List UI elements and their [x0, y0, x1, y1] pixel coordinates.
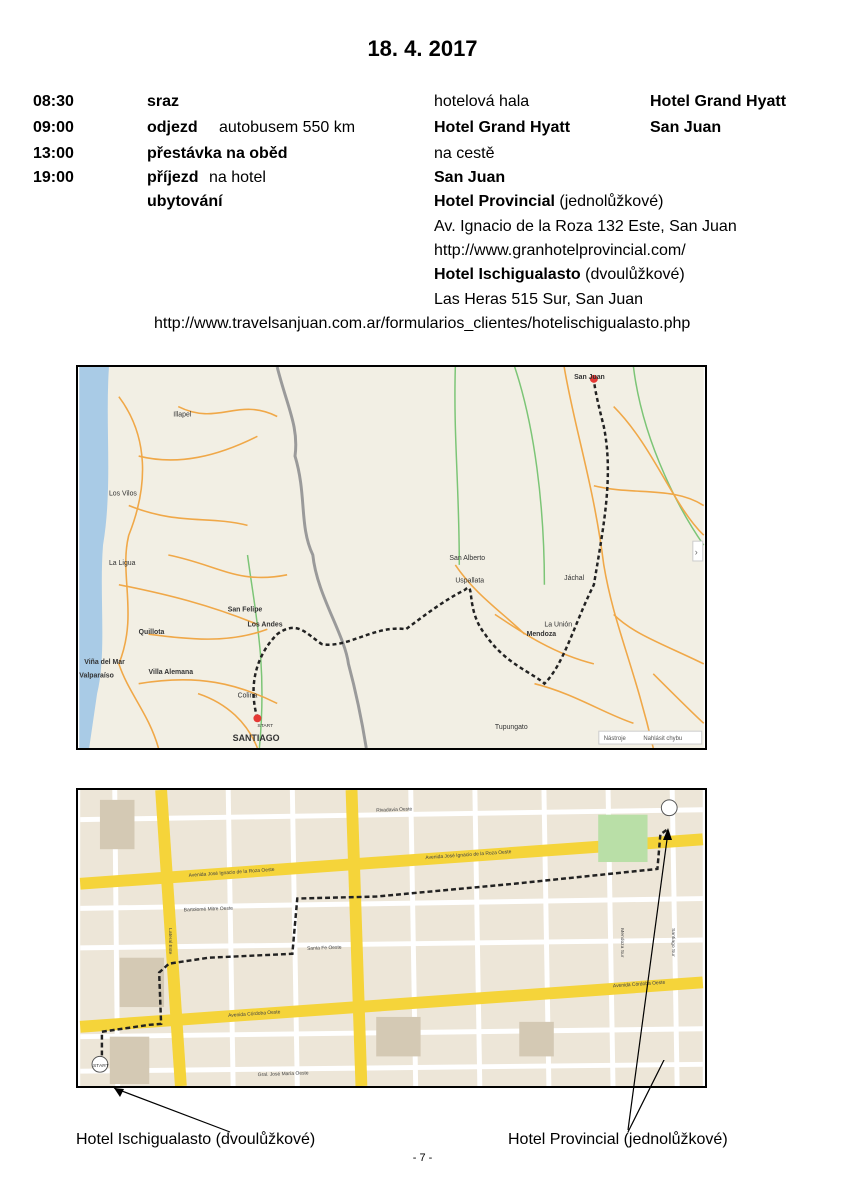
schedule-action: odjezd [147, 119, 198, 136]
page-number: - 7 - [412, 1152, 433, 1164]
map-report-button[interactable]: Nahlásit chybu [643, 736, 683, 743]
schedule-extra: Hotel Grand Hyatt [650, 93, 787, 110]
schedule-action: sraz [147, 93, 180, 110]
page-date: 18. 4. 2017 [367, 36, 478, 61]
map-label-colina: Colina [237, 692, 258, 700]
hotel2-name: Hotel Ischigualasto [434, 266, 581, 283]
map-label-santiago: SANTIAGO [232, 733, 280, 744]
street-label: Avenida José Ignacio de la Roza Oeste [188, 867, 275, 879]
street-label: Lateral Este [167, 928, 173, 955]
map-label-illapel: Illapel [173, 411, 192, 419]
accommodation-label: ubytování [147, 193, 223, 210]
schedule-extra: San Juan [650, 119, 722, 136]
map-label-quillota: Quillota [138, 629, 165, 637]
hotel1-address: Av. Ignacio de la Roza 132 Este, San Juan [434, 218, 737, 235]
street-label: Gral. José María Oeste [257, 1071, 309, 1079]
hotel1-url[interactable]: http://www.granhotelprovincial.com/ [434, 242, 686, 259]
schedule-action: přestávka na oběd [147, 145, 288, 162]
map-tools-button[interactable]: Nástroje [603, 736, 626, 743]
hotel1-name: Hotel Provincial [434, 193, 555, 210]
city-start-label: START [93, 1064, 109, 1070]
building [376, 1017, 420, 1056]
map-label-san-alberto: San Alberto [449, 554, 486, 562]
building [120, 958, 164, 1007]
caption-arrows [100, 1060, 680, 1140]
street-label: Bartolomé Mitre Oeste [183, 906, 234, 914]
city-map[interactable] [76, 788, 707, 1088]
map-label-mendoza: Mendoza [526, 631, 557, 639]
hotel2-line [434, 265, 685, 285]
map-label-los-vilos: Los Vilos [108, 490, 137, 498]
map-label-la-ligua: La Ligua [108, 559, 136, 567]
schedule-detail: autobusem 550 km [219, 119, 356, 136]
route-map-canvas [78, 367, 705, 748]
arrow-head-right [663, 828, 672, 840]
schedule-time: 08:30 [33, 93, 74, 110]
arrow-line-right [628, 832, 668, 1130]
map-label-los-andes: Los Andes [247, 621, 283, 629]
schedule-location: Hotel Grand Hyatt [434, 119, 571, 136]
schedule-action: příjezd [147, 169, 199, 186]
schedule-time: 19:00 [33, 169, 74, 186]
map-label-valparaiso: Valparaíso [79, 672, 114, 680]
street-label: Santiago Sur [670, 928, 676, 957]
map-label-start: START [257, 724, 274, 730]
map-label-jachal: Jáchal [564, 574, 585, 582]
map-label-san-felipe: San Felipe [227, 606, 263, 614]
caption-arrow-right [620, 800, 680, 1140]
hotel2-url[interactable]: http://www.travelsanjuan.com.ar/formularios_clientes/hotelischigualasto.php [154, 315, 691, 332]
map-label-tupungato: Tupungato [494, 724, 528, 732]
hotel2-type: (dvoulůžkové) [585, 266, 685, 283]
building [519, 1022, 554, 1057]
street-label: Avenida Córdoba Oeste [227, 1010, 281, 1019]
caption-left: Hotel Ischigualasto (dvoulůžkové) [76, 1131, 316, 1148]
map-label-villa-alemana: Villa Alemana [148, 668, 194, 676]
map-label-vina: Viña del Mar [84, 658, 125, 666]
street-label: Avenida José Ignacio de la Roza Oeste [425, 850, 512, 862]
schedule-time: 13:00 [33, 145, 74, 162]
street-label: Santa Fe Oeste [307, 945, 342, 952]
city-map-canvas [78, 790, 705, 1086]
hotel1-type: (jednolůžkové) [559, 193, 664, 210]
hotel2-address: Las Heras 515 Sur, San Juan [434, 291, 644, 308]
caption-right: Hotel Provincial (jednolůžkové) [508, 1131, 728, 1148]
chevron-right-icon: › [694, 547, 698, 558]
building [100, 800, 135, 849]
map-label-san-juan: San Juan [574, 373, 605, 381]
street-label: Avenida Córdoba Oeste [612, 980, 666, 990]
hotel1-line [434, 192, 663, 212]
street-label: Mendoza Sur [618, 928, 624, 958]
map-label-la-union: La Unión [544, 621, 573, 629]
schedule-time: 09:00 [33, 119, 74, 136]
arrow-line-left [114, 1088, 230, 1132]
schedule-location: San Juan [434, 169, 506, 186]
map-label-uspallata: Uspallata [455, 577, 485, 585]
start-marker [253, 714, 261, 722]
street-label: Rivadavia Oeste [376, 807, 413, 814]
arrow-head-left [114, 1088, 124, 1097]
schedule-location: hotelová hala [434, 93, 530, 110]
schedule-detail: na hotel [209, 169, 266, 186]
route-map[interactable] [76, 365, 707, 750]
schedule-location: na cestě [434, 145, 495, 162]
